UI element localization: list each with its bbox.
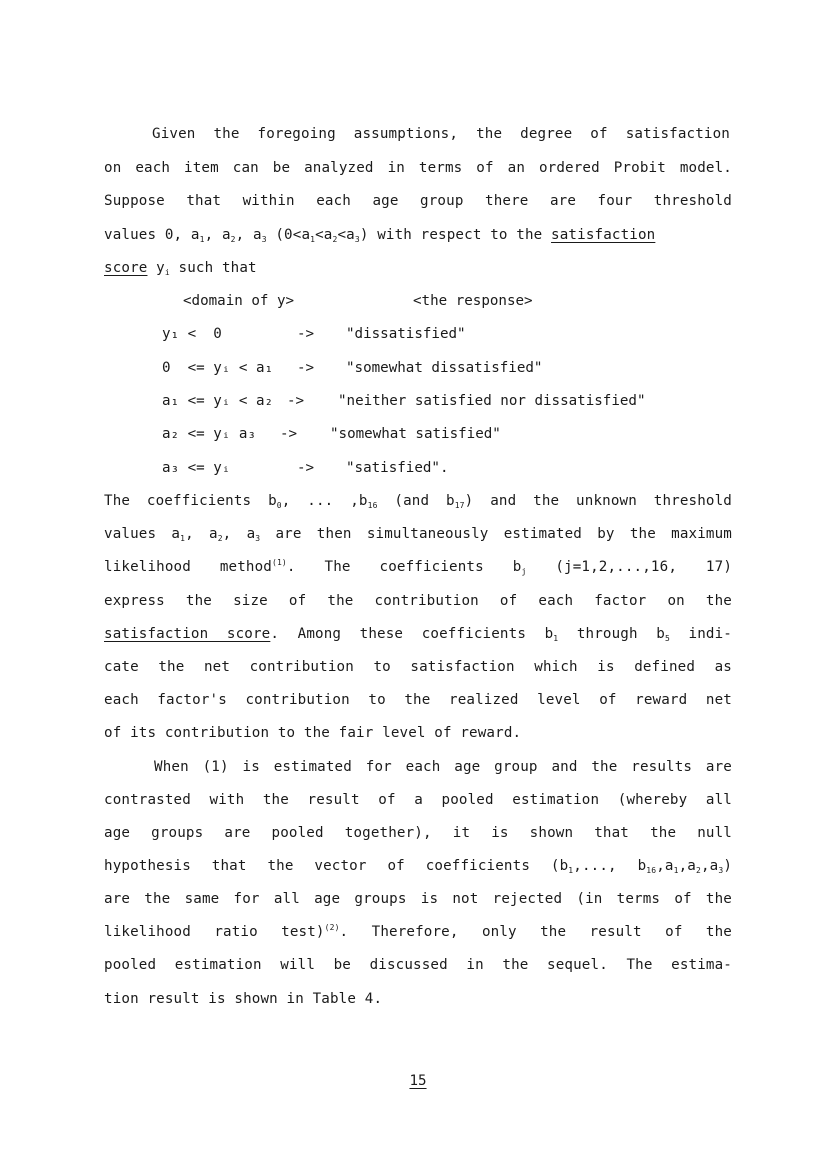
para2-line1: The coefficients $b_0$, ... $,b_{16}$ (and $b_{17}$) and the unknown threshold [104, 493, 732, 510]
table-cond-1: y₁ < 0 [162, 326, 222, 342]
table-cond-3: a₁ <= yᵢ < a₂ [162, 393, 274, 409]
satisfaction-term: satisfaction [551, 227, 656, 243]
para1-line3: Suppose that within each age group there are four threshold [104, 193, 732, 209]
para3-line2: contrasted with the result of a pooled estimation (whereby all [104, 792, 732, 808]
para1-line5: score $y_i$ such that [104, 260, 257, 277]
table-cond-5: a₃ <= yᵢ [162, 460, 231, 476]
satisfaction-score-term: satisfaction score [104, 626, 271, 642]
para2-line8: of its contribution to the fair level of reward. [104, 725, 522, 741]
table-cond-2: 0 <= yᵢ < a₁ [162, 360, 274, 376]
para3-line3: age groups are pooled together), it is shown that the null [104, 825, 732, 841]
page-number: 15 [409, 1073, 427, 1089]
table-arrow-3: -> [287, 393, 305, 409]
para2-line3: likelihood method$^{(1)}$. The coefficients $b_j$ (j=1,2,...,16, 17) [104, 558, 733, 576]
para3-line6: likelihood ratio test)$^{(2)}$. Therefore, only the result of the [104, 923, 732, 940]
table-cond-4: a₂ <= yᵢ a₃ [162, 426, 256, 442]
para3-line5: are the same for all age groups is not rejected (in terms of the [104, 891, 732, 907]
table-arrow-1: -> [297, 326, 315, 342]
table-resp-4: "somewhat satisfied" [330, 426, 501, 442]
para3-line8: tion result is shown in Table 4. [104, 991, 383, 1007]
para2-line4: express the size of the contribution of each factor on the [104, 593, 732, 609]
table-resp-5: "satisfied". [346, 460, 449, 476]
para1-line4: values 0, $a_1$, $a_2$, $a_3$ $(0<a_1<a_2<a_3)$ with respect to the satisfaction [104, 227, 656, 244]
table-resp-2: "somewhat dissatisfied" [346, 360, 543, 376]
para2-line6: cate the net contribution to satisfaction which is defined as [104, 659, 732, 675]
para1-line2: on each item can be analyzed in terms of an ordered Probit model. [104, 160, 732, 176]
table-arrow-5: -> [297, 460, 315, 476]
table-resp-3: "neither satisfied nor dissatisfied" [338, 393, 646, 409]
table-arrow-4: -> [280, 426, 298, 442]
para3-line1: When (1) is estimated for each age group and the results are [154, 759, 732, 775]
footnote-ref-1: (1) [272, 558, 287, 567]
score-term: score [104, 260, 148, 276]
para3-line7: pooled estimation will be discussed in the sequel. The estima- [104, 957, 732, 973]
para2-line7: each factor's contribution to the realized level of reward net [104, 692, 732, 708]
table-resp-1: "dissatisfied" [346, 326, 466, 342]
para2-line2: values $a_1$, $a_2$, $a_3$ are then simultaneously estimated by the maximum [104, 526, 732, 543]
table-arrow-2: -> [297, 360, 315, 376]
table-header-domain: <domain of y> [183, 293, 295, 309]
para2-line5: satisfaction score. Among these coefficients $b_1$ through $b_5$ indi- [104, 626, 732, 643]
table-header-response: <the response> [413, 293, 533, 309]
para1-line1: Given the foregoing assumptions, the degree of satisfaction [152, 126, 730, 142]
para3-line4: hypothesis that the vector of coefficients ($b_1$,..., $b_{16},a_1,a_2,a_3$) [104, 858, 733, 875]
footnote-ref-2: (2) [324, 923, 340, 932]
